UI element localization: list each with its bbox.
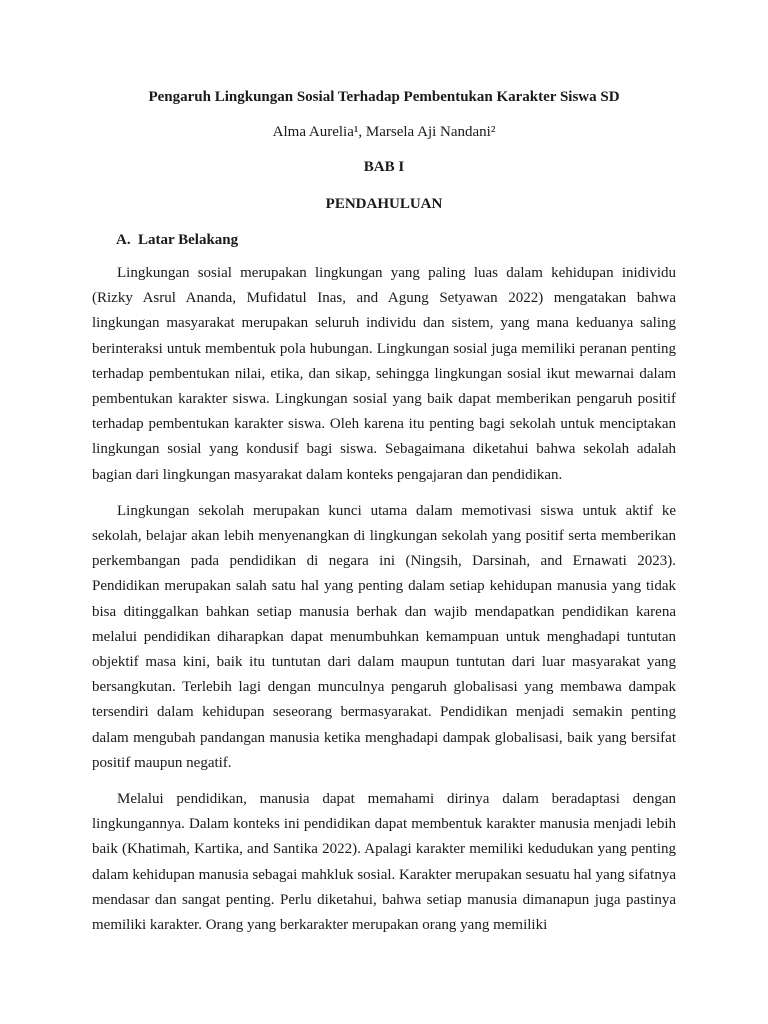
section-heading: [116, 229, 676, 251]
document-page: [92, 86, 676, 938]
chapter-title: PENDAHULUAN: [325, 196, 443, 212]
body-paragraph-2: Lingkungan sekolah merupakan kunci utama dalam memotivasi siswa untuk aktif ke sekolah, belajar akan lebih menyenangkan di lingkungan sekolah yang positif serta memberikan perkembangan pada pendidikan di negara ini (Ningsih, Darsinah, and Ernawati 2023). Pendidikan merupakan salah satu hal yang penting dalam setiap kehidupan manusia yang tidak bisa ditinggalkan bahkan setiap manusia berhak dan wajib mendapatkan pendidikan karena melalui pendidikan diharapkan dapat menumbuhkan kemampuan untuk menghadapi tuntutan objektif masa kini, baik itu tuntutan dari dalam maupun tuntutan dari luar masyarakat yang bersangkutan. Terlebih lagi dengan munculnya pengaruh globalisasi yang membawa dampak tersendiri dalam kehidupan seseorang bermasyarakat. Pendidikan menjadi semakin penting dalam mengubah pandangan manusia ketika menghadapi dampak globalisasi, baik yang bersifat positif maupun negatif.: [92, 502, 676, 771]
section-number: A.: [116, 232, 131, 248]
section-title: Latar Belakang: [138, 232, 239, 248]
author-line: Alma Aurelia¹, Marsela Aji Nandani²: [272, 124, 496, 140]
chapter-number: BAB I: [363, 159, 405, 175]
document-title: Pengaruh Lingkungan Sosial Terhadap Pembentukan Karakter Siswa SD: [148, 89, 620, 105]
body-paragraph-3: Melalui pendidikan, manusia dapat memahami dirinya dalam beradaptasi dengan lingkungannya. Dalam konteks ini pendidikan dapat membentuk karakter manusia menjadi lebih baik (Khatimah, Kartika, and Santika 2022). Apalagi karakter memiliki kedudukan yang penting dalam kehidupan manusia sebagai mahkluk sosial. Karakter merupakan sesuatu hal yang sifatnya mendasar dan sangat penting. Perlu diketahui, bahwa setiap manusia dimanapun juga pastinya memiliki karakter. Orang yang berkarakter merupakan orang yang memiliki: [92, 791, 676, 934]
body-paragraph-1: Lingkungan sosial merupakan lingkungan yang paling luas dalam kehidupan inidividu (Rizky Asrul Ananda, Mufidatul Inas, and Agung Setyawan 2022) mengatakan bahwa lingkungan masyarakat merupakan seluruh individu dan sistem, yang mana keduanya saling berinteraksi untuk membentuk pola hubungan. Lingkungan sosial juga memiliki peranan penting terhadap pembentukan nilai, etika, dan sikap, sehingga lingkungan sosial ikut mewarnai dalam pembentukan karakter siswa. Lingkungan sosial yang baik dapat memberikan pengaruh positif terhadap pembentukan karakter siswa. Oleh karena itu penting bagi sekolah untuk menciptakan lingkungan sosial yang kondusif bagi siswa. Sebagaimana diketahui bahwa sekolah adalah bagian dari lingkungan masyarakat dalam konteks pengajaran dan pendidikan.: [92, 265, 676, 483]
